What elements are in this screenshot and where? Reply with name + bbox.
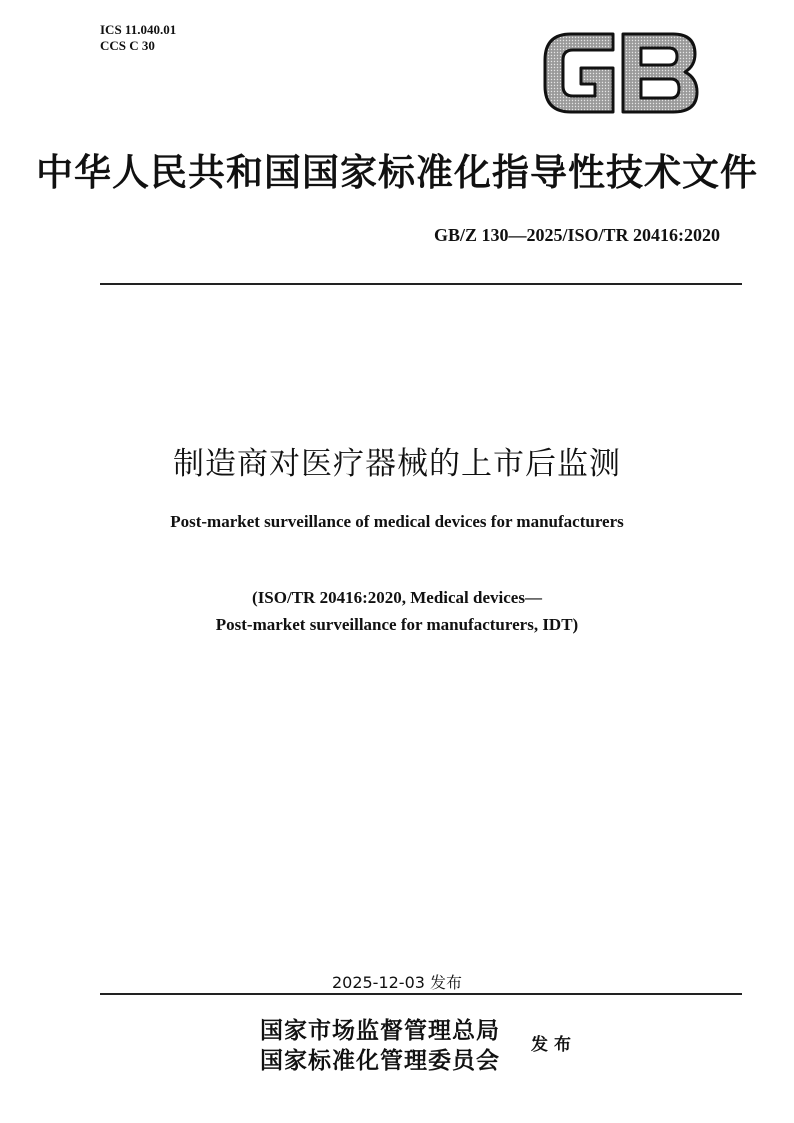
adoption-note <box>0 584 794 638</box>
issue-date: 2025-12-03 发布 <box>331 973 463 992</box>
gb-logo <box>541 30 701 116</box>
issuer-sac: 国家标准化管理委员会 <box>260 1047 500 1074</box>
adoption-line-2: Post-market surveillance for manufacturers, IDT) <box>215 615 579 634</box>
title-english: Post-market surveillance of medical devices for manufacturers <box>170 512 624 531</box>
adoption-line-1: (ISO/TR 20416:2020, Medical devices— <box>252 588 542 607</box>
publish-label: 发布 <box>531 1035 577 1055</box>
classification-codes <box>100 22 176 54</box>
standard-number: GB/Z 130—2025/ISO/TR 20416:2020 <box>433 225 720 245</box>
document-type-heading: 中华人民共和国国家标准化指导性技术文件 <box>36 151 758 194</box>
footer-divider <box>100 993 742 995</box>
ics-code: ICS 11.040.01 <box>100 22 177 37</box>
issuer-samr: 国家市场监督管理总局 <box>260 1017 500 1044</box>
header-divider <box>100 283 742 285</box>
title-chinese: 制造商对医疗器械的上市后监测 <box>173 446 621 482</box>
issuing-authorities <box>260 1016 500 1076</box>
ccs-code: CCS C 30 <box>100 38 155 53</box>
